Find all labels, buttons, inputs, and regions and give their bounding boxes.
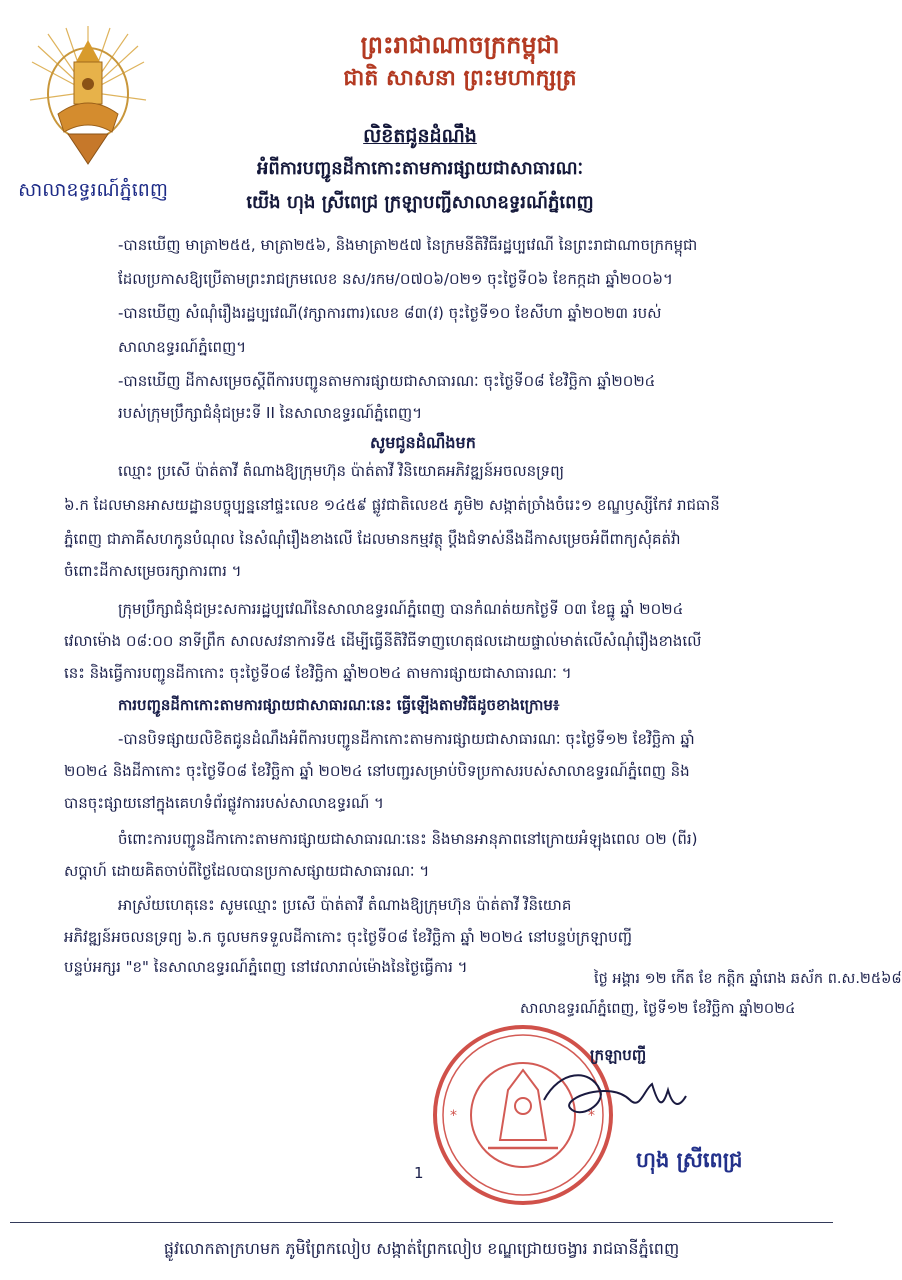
body-line: ៦.ក ដែលមានអាសយដ្ឋានបច្ចុប្បន្ននៅផ្ទះលេខ ១៤៥៩ ផ្លូវជាតិលេខ៥ ភូមិ២ សង្កាត់ច្រាំងចំរេះ១ ខណ្ឌឫស្សីកែវ រាជធានី <box>64 496 720 514</box>
body-line: សាលាឧទ្ធរណ៍ភ្នំពេញ។ <box>118 338 247 356</box>
body-line: -បានឃើញ មាត្រា២៥៥, មាត្រា២៥៦, និងមាត្រា២៥៧ នៃក្រមនីតិវិធីរដ្ឋប្បវេណី នៃព្រះរាជាណាចក្រកម្ពុជា <box>118 236 698 254</box>
page-number: 1 <box>414 1164 424 1182</box>
body-line: អភិវឌ្ឍន៍អចលនទ្រព្យ ៦.ក ចូលមកទទួលដីកាកោះ ចុះថ្ងៃទី០៨ ខែវិច្ឆិកា ឆ្នាំ ២០២៤ នៅបន្ទប់ក្រឡាបញ្ជី <box>64 928 632 946</box>
document-subject: អំពីការបញ្ជូនដីកាកោះតាមការផ្សាយជាសាធារណៈ <box>256 158 584 179</box>
body-line: សប្តាហ៍ ដោយគិតចាប់ពីថ្ងៃដែលបានប្រកាសផ្សាយជាសាធារណៈ ។ <box>64 862 430 880</box>
body-line: របស់ក្រុមប្រឹក្សាជំនុំជម្រះទី II នៃសាលាឧទ្ធរណ៍ភ្នំពេញ។ <box>118 404 423 422</box>
body-line: ឈ្មោះ ប្រសើ ប៉ាត់តាវី តំណាងឱ្យក្រុមហ៊ុន ប៉ាត់តាវី វិនិយោគអភិវឌ្ឍន៍អចលនទ្រព្យ <box>118 462 565 480</box>
court-emblem-icon <box>28 22 148 172</box>
body-line: នេះ និងធ្វើការបញ្ជូនដីកាកោះ ចុះថ្ងៃទី០៨ ខែវិច្ឆិកា ឆ្នាំ២០២៤ តាមការផ្សាយជាសាធារណៈ ។ <box>64 664 572 682</box>
footer-address: ផ្លូវលោកតាក្រហមក ភូមិព្រែកលៀប សង្កាត់ព្រែកលៀប ខណ្ឌជ្រោយចង្វារ រាជធានីភ្នំពេញ <box>163 1239 680 1258</box>
body-line: ក្រុមប្រឹក្សាជំនុំជម្រះសការរដ្ឋប្បវេណីនៃសាលាឧទ្ធរណ៍ភ្នំពេញ បានកំណត់យកថ្ងៃទី ០៣ ខែធ្នូ ឆ្នាំ ២០២៤ <box>118 600 684 618</box>
body-line: -បានបិទផ្សាយលិខិតជូនដំណឹងអំពីការបញ្ជូនដីកាកោះតាមការផ្សាយជាសាធារណៈ ចុះថ្ងៃទី១២ ខែវិច្ឆិកា ឆ្នាំ <box>118 730 695 748</box>
body-line: ដែលប្រកាសឱ្យប្រើតាមព្រះរាជក្រមលេខ នស/រកម/០៧០៦/០២១ ចុះថ្ងៃទី០៦ ខែកក្កដា ឆ្នាំ២០០៦។ <box>118 270 673 288</box>
body-line: បានចុះផ្សាយនៅក្នុងគេហទំព័រផ្លូវការរបស់សាលាឧទ្ធរណ៍ ។ <box>64 794 384 812</box>
svg-text:*: * <box>588 1108 595 1124</box>
section-heading: សូមជូនដំណឹងមក <box>370 433 476 452</box>
national-motto: ជាតិ សាសនា ព្រះមហាក្សត្រ <box>343 66 577 91</box>
court-name: សាលាឧទ្ធរណ៍ភ្នំពេញ <box>18 179 168 201</box>
document-title: លិខិតជូនដំណឹង <box>363 125 477 147</box>
kingdom-heading: ព្រះរាជាណាចក្រកម្ពុជា <box>360 31 560 59</box>
body-line: ភ្នំពេញ ជាភាគីសហកូនបំណុល នៃសំណុំរឿងខាងលើ ដែលមានកម្មវត្ថុ ប្តឹងជំទាស់នឹងដីកាសម្រេចអំពីពាក្យសុំគត់វ៉ា <box>64 530 681 548</box>
footer-divider <box>10 1222 833 1223</box>
handwritten-signature-icon <box>540 1060 690 1130</box>
issue-place-date: សាលាឧទ្ធរណ៍ភ្នំពេញ, ថ្ងៃទី១២ ខែវិច្ឆិកា ឆ្នាំ២០២៤ <box>520 1001 796 1017</box>
body-line: ចំពោះការបញ្ជូនដីកាកោះតាមការផ្សាយជាសាធារណៈនេះ និងមានអានុភាពនៅក្រោយអំឡុងពេល ០២ (ពីរ) <box>118 830 698 848</box>
svg-text:*: * <box>450 1108 457 1124</box>
signer-name: ហុង ស្រីពេជ្រ <box>636 1148 743 1172</box>
body-line: ២០២៤ និងដីកាកោះ ចុះថ្ងៃទី០៨ ខែវិច្ឆិកា ឆ្នាំ ២០២៤ នៅបញ្ជរសម្រាប់បិទប្រកាសរបស់សាលាឧទ្ធរណ៍ភ្នំពេញ និង <box>64 762 690 780</box>
section-heading: ការបញ្ជូនដីកាកោះតាមការផ្សាយជាសាធារណៈនេះ ធ្វើឡើងតាមវិធីដូចខាងក្រោម៖ <box>118 696 560 714</box>
issuer-line: យើង ហុង ស្រីពេជ្រ ក្រឡាបញ្ជីសាលាឧទ្ធរណ៍ភ្នំពេញ <box>246 192 594 213</box>
body-line: -បានឃើញ ដីកាសម្រេចស្តីពីការបញ្ជូនតាមការផ្សាយជាសាធារណៈ ចុះថ្ងៃទី០៨ ខែវិច្ឆិកា ឆ្នាំ២០២៤ <box>118 372 656 390</box>
body-line: -បានឃើញ សំណុំរឿងរដ្ឋប្បវេណី(វក្សាការពារ)លេខ ៨៣(វ) ចុះថ្ងៃទី១០ ខែសីហា ឆ្នាំ២០២៣ របស់ <box>118 304 662 322</box>
body-line: វេលាម៉ោង ០៨:០០ នាទីព្រឹក សាលសវនាការទី៥ ដើម្បីធ្វើនីតិវិធីទាញហេតុផលដោយផ្ទាល់មាត់លើសំណុំរឿងខាងលើ <box>64 632 702 650</box>
signer-title: ក្រឡាបញ្ជី <box>590 1046 647 1064</box>
body-line: អាស្រ័យហេតុនេះ សូមឈ្មោះ ប្រសើ ប៉ាត់តាវី តំណាងឱ្យក្រុមហ៊ុន ប៉ាត់តាវី វិនិយោគ <box>118 896 572 914</box>
body-line: ចំពោះដីកាសម្រេចរក្សាការពារ ។ <box>64 562 242 580</box>
body-line: បន្ទប់អក្សរ "ខ" នៃសាលាឧទ្ធរណ៍ភ្នំពេញ នៅវេលារាល់ម៉ោងនៃថ្ងៃធ្វើការ ។ <box>64 958 468 976</box>
lunar-date: ថ្ងៃ អង្គារ ១២ កើត ខែ កត្តិក ឆ្នាំរោង ឆស័ក ព.ស.២៥៦៨ <box>594 971 902 987</box>
